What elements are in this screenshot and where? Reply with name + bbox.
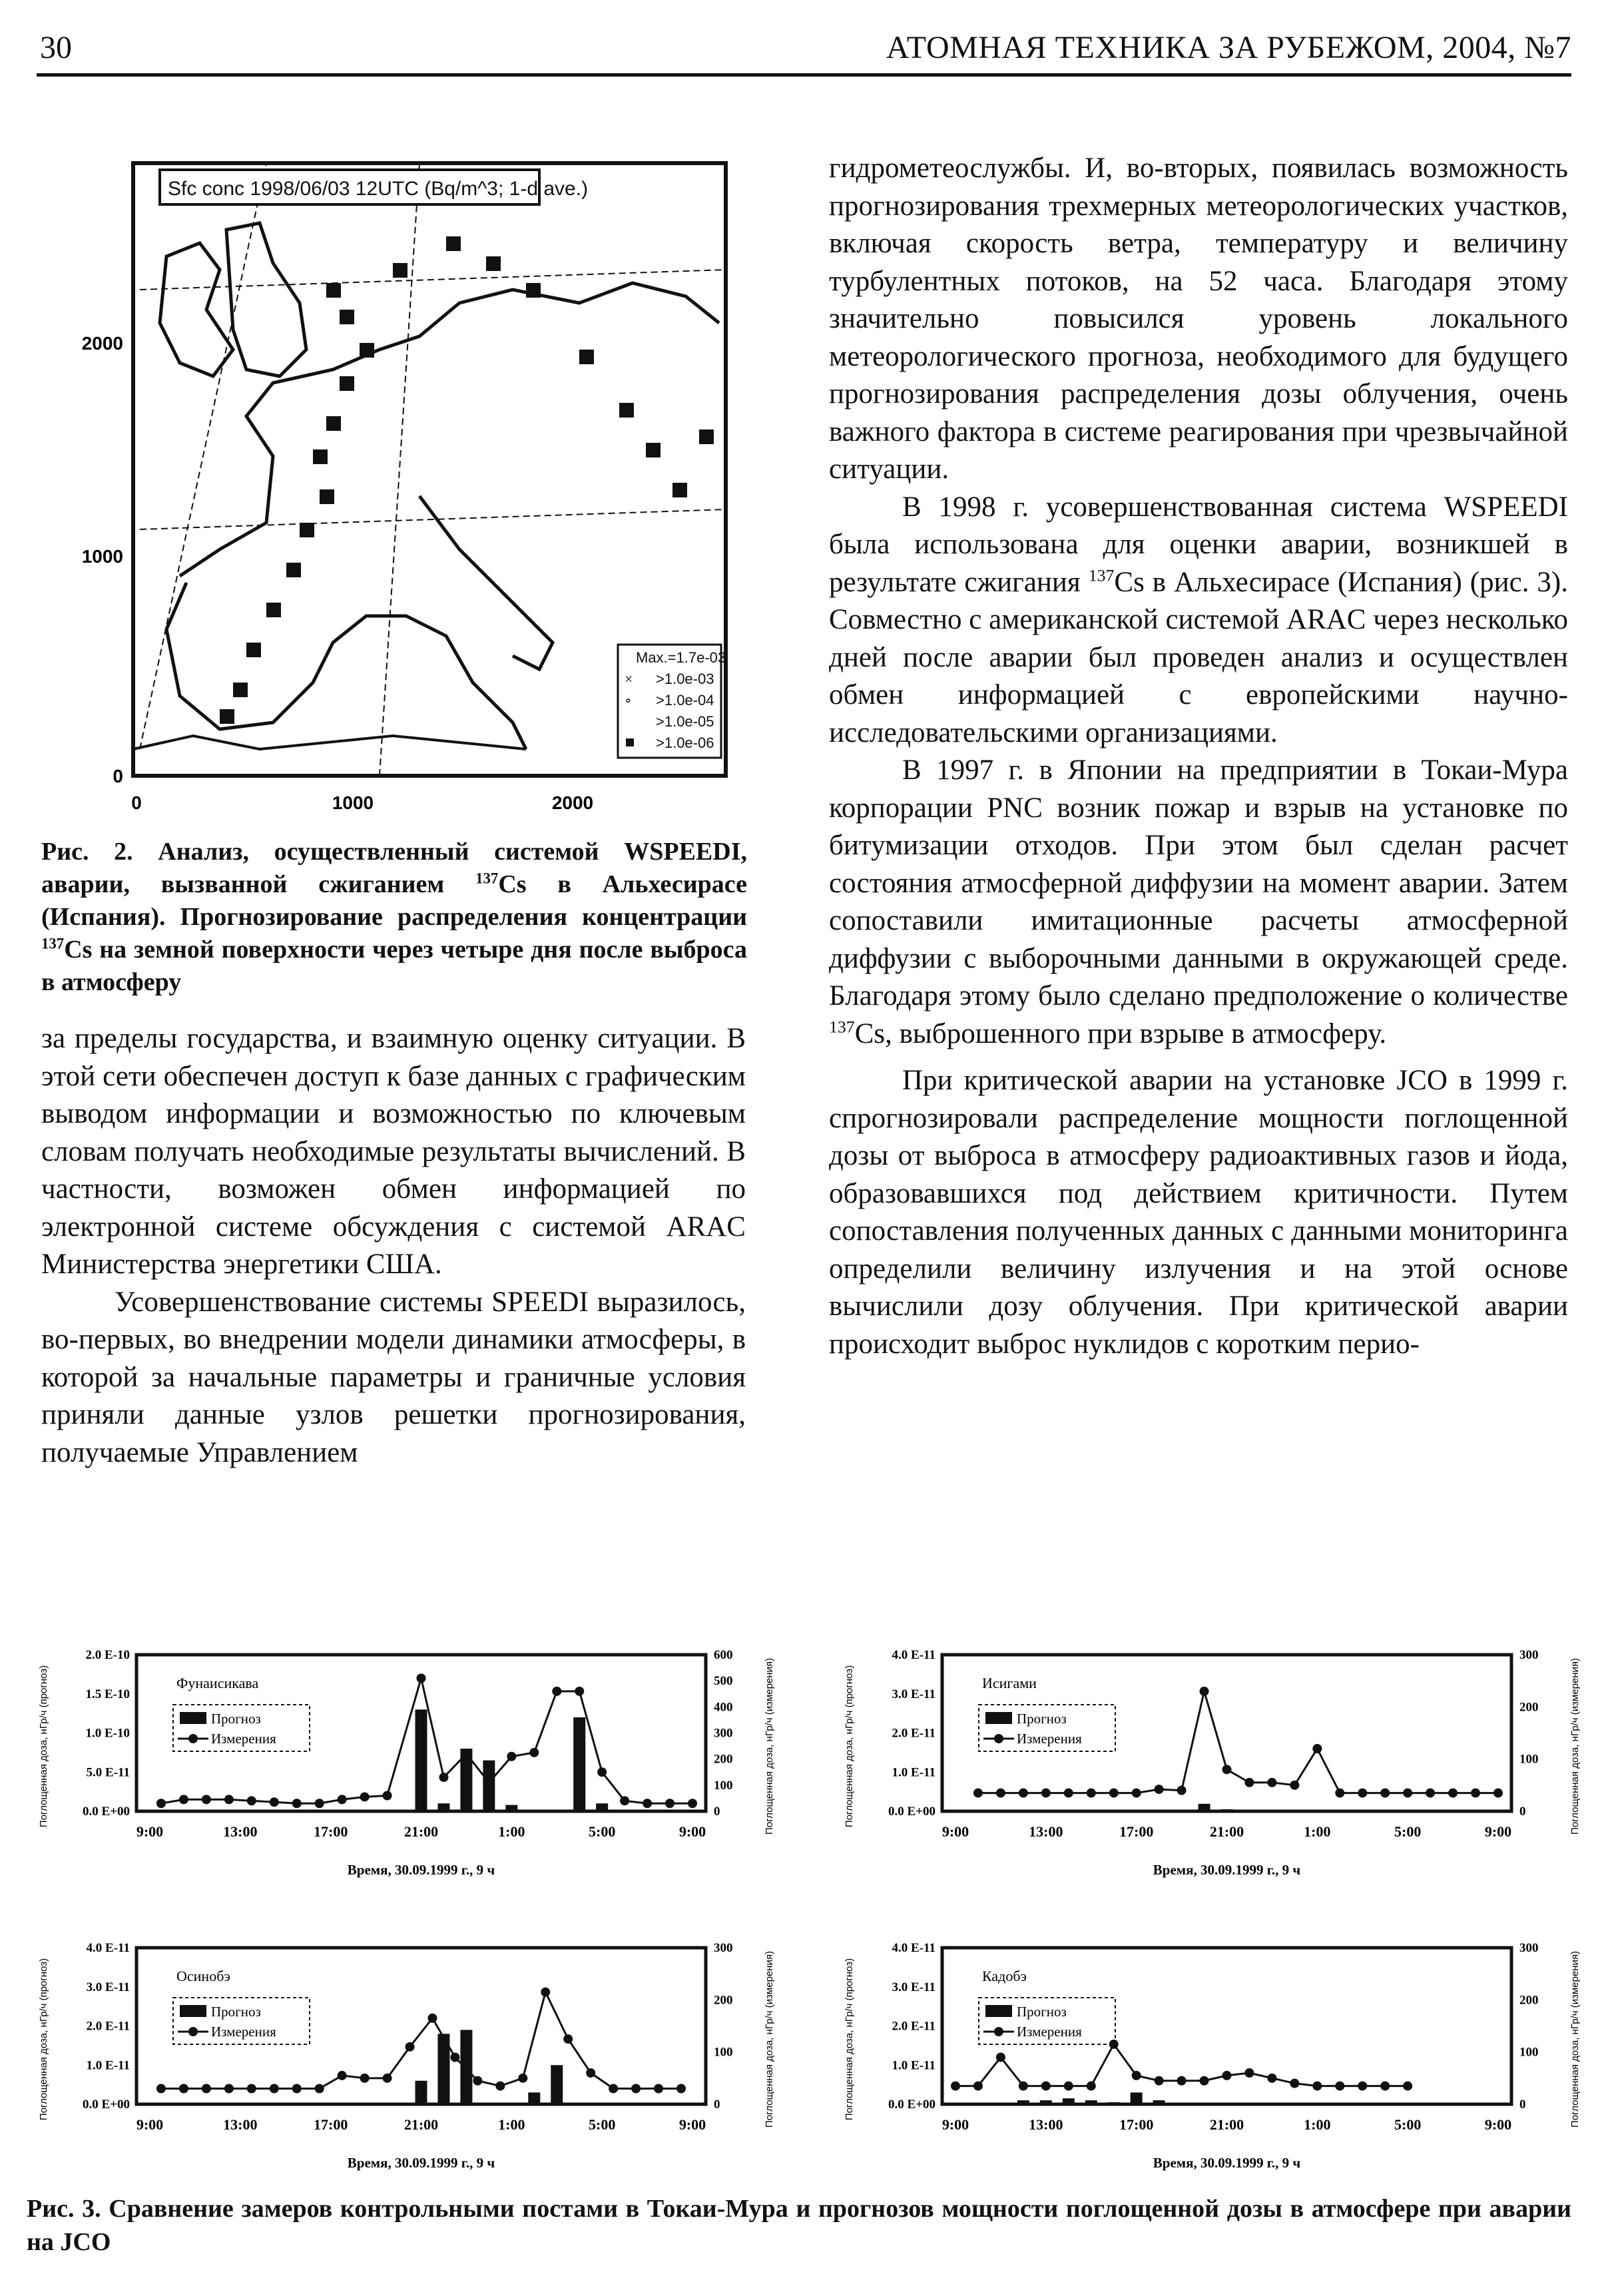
legend-label: Измерения bbox=[1017, 2024, 1082, 2040]
forecast-bar bbox=[505, 1805, 517, 1811]
forecast-bar bbox=[415, 1709, 427, 1811]
isotope-superscript: 137 bbox=[1088, 565, 1115, 585]
chart-legend bbox=[173, 1998, 310, 2044]
y-left-tick-label: 1.0 E-10 bbox=[85, 1726, 130, 1741]
x-tick-label: 21:00 bbox=[1209, 1823, 1244, 1840]
graticule-line bbox=[140, 163, 266, 749]
y-left-tick-label: 0.0 E+00 bbox=[83, 1805, 130, 1819]
paragraph: При критической аварии на установке JCO в 1999 г. спрогнозировали распределение мощности поглощенной дозы от выброса в атмосферу радиоактивных газов и йода, образовавшихся под действием критичности. Путем сопоставления полученных данных с данными мониторинга определили величину излучения и на этой основе вычислили дозу облучения. При критической аварии происходит выброс нуклидов с коротким перио- bbox=[829, 1065, 1568, 1360]
forecast-bar bbox=[415, 2081, 427, 2104]
y-left-tick-label: 2.0 E-11 bbox=[86, 2019, 130, 2034]
chart-legend bbox=[979, 1998, 1115, 2044]
legend-marker-icon bbox=[626, 738, 634, 746]
x-tick-label: 17:00 bbox=[314, 2116, 348, 2133]
y-right-tick-label: 200 bbox=[714, 1993, 733, 2008]
measurement-point bbox=[586, 2068, 595, 2078]
measurement-point bbox=[1087, 2082, 1096, 2091]
y-right-tick-label: 100 bbox=[1519, 1752, 1539, 1767]
measurement-point bbox=[518, 2074, 527, 2083]
measurement-point bbox=[202, 1795, 211, 1804]
measurement-point bbox=[563, 2034, 573, 2044]
measurement-point bbox=[1200, 2076, 1209, 2086]
y-left-axis-label: Поглощенная доза, нГр/ч (прогноз) bbox=[38, 1958, 49, 2121]
measurement-point bbox=[292, 1799, 302, 1808]
measurement-point bbox=[1177, 2076, 1187, 2086]
caption-text: Cs на земной поверхности через четыре дня после выброса в атмосферу bbox=[41, 936, 747, 996]
y-left-tick-label: 4.0 E-11 bbox=[892, 1648, 935, 1662]
y-left-tick-label: 0.0 E+00 bbox=[888, 1805, 935, 1819]
measurement-point bbox=[654, 2084, 663, 2094]
forecast-bar bbox=[573, 1717, 585, 1811]
measurement-point bbox=[1335, 1789, 1344, 1798]
y-left-tick-label: 0.0 E+00 bbox=[888, 2098, 935, 2112]
y-right-tick-label: 0 bbox=[714, 2098, 720, 2112]
paragraph bbox=[829, 489, 1568, 752]
measurement-point bbox=[1290, 1781, 1299, 1790]
measurement-point bbox=[1087, 1789, 1096, 1798]
measurement-point bbox=[996, 2053, 1005, 2062]
x-tick-label: 17:00 bbox=[1119, 1823, 1154, 1840]
y-right-tick-label: 400 bbox=[714, 1700, 733, 1715]
paragraph: за пределы государства, и взаимную оценку ситуации. В этой сети обеспечен доступ к базе данных с графическим выводом информации и возможностью по ключевым словам получать необходимые результаты вычислений. В частности, возможен обмен информацией по электронной системе обсуждения с системой ARAC Министерства энергетики США. bbox=[41, 1023, 746, 1280]
y-right-tick-label: 300 bbox=[714, 1726, 733, 1741]
legend-bar-swatch-icon bbox=[985, 2005, 1012, 2017]
figure-2-map bbox=[47, 150, 739, 829]
measurement-point bbox=[552, 1687, 561, 1696]
measurement-point bbox=[270, 1797, 279, 1807]
caption-text: Cs в Альхесирасе (Испания). Прогнозирование распределения концентрации bbox=[41, 870, 747, 931]
forecast-bar bbox=[1063, 2098, 1075, 2104]
measurement-point bbox=[179, 2084, 188, 2094]
map-y-tick: 0 bbox=[113, 766, 123, 786]
measurement-point bbox=[224, 2084, 234, 2094]
isotope-superscript: 137 bbox=[475, 870, 499, 887]
figure-3-caption: Рис. 3. Сравнение замеров контрольными постами в Токаи-Мура и прогнозов мощности поглощенной дозы в атмосфере при аварии на JCO bbox=[27, 2195, 1571, 2256]
forecast-bar bbox=[1085, 2100, 1097, 2104]
x-tick-label: 5:00 bbox=[1394, 1823, 1422, 1840]
measurement-point bbox=[1290, 2079, 1299, 2088]
measurement-point bbox=[473, 2076, 482, 2086]
map-x-tick: 2000 bbox=[551, 792, 594, 813]
measurement-point bbox=[1041, 1789, 1051, 1798]
concentration-map bbox=[47, 150, 739, 829]
legend-label: Прогноз bbox=[1017, 1711, 1067, 1727]
legend-label: Измерения bbox=[211, 2024, 276, 2040]
legend-marker-icon bbox=[994, 2027, 1003, 2036]
legend-max: Max.=1.7e-03 bbox=[636, 649, 726, 666]
measurement-point bbox=[1493, 1789, 1503, 1798]
measurement-point bbox=[1109, 2040, 1119, 2049]
measurement-point bbox=[1244, 2068, 1254, 2078]
x-axis-label: Время, 30.09.1999 г., 9 ч bbox=[347, 2155, 495, 2171]
measurement-point bbox=[247, 1796, 256, 1805]
station-name: Фунаисикава bbox=[176, 1675, 259, 1691]
measurement-point bbox=[417, 1673, 426, 1683]
measurement-point bbox=[156, 1799, 166, 1808]
forecast-bar bbox=[528, 2092, 540, 2104]
y-right-tick-label: 100 bbox=[714, 2045, 733, 2060]
y-left-tick-label: 3.0 E-11 bbox=[892, 1687, 935, 1701]
y-left-tick-label: 1.0 E-11 bbox=[86, 2058, 130, 2073]
measurement-point bbox=[1380, 1789, 1390, 1798]
measurement-point bbox=[1019, 2082, 1028, 2091]
legend-bar-swatch-icon bbox=[985, 1712, 1012, 1724]
measurement-point bbox=[179, 1795, 188, 1804]
forecast-bar bbox=[596, 1803, 608, 1811]
x-axis-label: Время, 30.09.1999 г., 9 ч bbox=[1153, 1862, 1301, 1878]
y-left-tick-label: 4.0 E-11 bbox=[86, 1941, 130, 1955]
y-left-tick-label: 2.0 E-10 bbox=[85, 1648, 130, 1662]
coastline-continent bbox=[180, 283, 719, 576]
measurement-point bbox=[360, 2074, 370, 2083]
measurement-point bbox=[156, 2084, 166, 2094]
x-tick-label: 9:00 bbox=[136, 2116, 164, 2133]
x-tick-label: 9:00 bbox=[678, 2116, 706, 2133]
y-right-axis-label: Поглощенная доза, нГр/ч (измерения) bbox=[764, 1657, 775, 1835]
y-right-tick-label: 300 bbox=[1519, 1648, 1539, 1662]
forecast-bar bbox=[1131, 2092, 1143, 2104]
y-right-tick-label: 300 bbox=[714, 1941, 733, 1955]
measurement-point bbox=[1200, 1687, 1209, 1696]
measurement-point bbox=[1244, 1778, 1254, 1787]
y-left-axis-label: Поглощенная доза, нГр/ч (прогноз) bbox=[844, 1958, 855, 2121]
x-tick-label: 13:00 bbox=[1029, 2116, 1063, 2133]
measurement-point bbox=[292, 2084, 302, 2094]
measurement-point bbox=[1403, 1789, 1412, 1798]
measurement-point bbox=[529, 1748, 539, 1757]
forecast-bar bbox=[1017, 2100, 1029, 2104]
x-tick-label: 5:00 bbox=[589, 1823, 616, 1840]
measurement-point bbox=[202, 2084, 211, 2094]
measurement-point bbox=[1358, 1789, 1367, 1798]
y-left-tick-label: 1.5 E-10 bbox=[85, 1687, 130, 1701]
measurement-point bbox=[495, 2082, 505, 2091]
x-axis-label: Время, 30.09.1999 г., 9 ч bbox=[347, 1862, 495, 1878]
forecast-bar bbox=[1198, 1804, 1210, 1811]
measurement-point bbox=[247, 2084, 256, 2094]
y-left-tick-label: 3.0 E-11 bbox=[86, 1980, 130, 1994]
measurement-point bbox=[1471, 1789, 1480, 1798]
y-left-axis-label: Поглощенная доза, нГр/ч (прогноз) bbox=[844, 1665, 855, 1828]
y-left-tick-label: 1.0 E-11 bbox=[892, 1765, 935, 1780]
measurement-point bbox=[439, 1773, 448, 1782]
measurement-point bbox=[1064, 2082, 1073, 2091]
measurement-point bbox=[597, 1767, 607, 1777]
measurement-point bbox=[405, 2042, 415, 2052]
isotope-superscript: 137 bbox=[41, 935, 65, 952]
x-tick-label: 9:00 bbox=[678, 1823, 706, 1840]
forecast-bar bbox=[551, 2065, 563, 2104]
y-right-tick-label: 0 bbox=[714, 1805, 720, 1819]
legend-marker-icon bbox=[188, 2027, 198, 2036]
station-name: Исигами bbox=[982, 1675, 1037, 1691]
measurement-point bbox=[1222, 1765, 1232, 1774]
measurement-point bbox=[1403, 2082, 1412, 2091]
measurement-point bbox=[1064, 1789, 1073, 1798]
station-name: Осинобэ bbox=[176, 1968, 230, 1984]
coastline-iberia-med bbox=[166, 583, 526, 749]
paragraph bbox=[829, 752, 1568, 1053]
chart-legend bbox=[979, 1705, 1115, 1751]
legend-bar-swatch-icon bbox=[180, 1712, 206, 1724]
legend-marker-icon bbox=[188, 1734, 198, 1743]
chart-svg bbox=[27, 1911, 806, 2177]
map-y-tick: 2000 bbox=[81, 333, 123, 354]
chart-oshinobe bbox=[27, 1911, 806, 2177]
measurement-point bbox=[973, 2082, 983, 2091]
right-column bbox=[829, 150, 1568, 1363]
chart-svg bbox=[832, 1618, 1598, 1884]
measurement-point bbox=[1335, 2082, 1344, 2091]
y-left-axis-label: Поглощенная доза, нГр/ч (прогноз) bbox=[38, 1665, 49, 1828]
x-tick-label: 9:00 bbox=[941, 1823, 969, 1840]
measurement-point bbox=[1222, 2071, 1232, 2080]
map-x-tick: 0 bbox=[131, 792, 142, 813]
y-right-tick-label: 600 bbox=[714, 1648, 733, 1662]
measurement-point bbox=[507, 1752, 516, 1761]
measurement-point bbox=[1312, 2082, 1322, 2091]
measurement-point bbox=[1380, 2082, 1390, 2091]
measurement-point bbox=[427, 2014, 437, 2023]
measurement-point bbox=[1109, 1789, 1119, 1798]
y-left-tick-label: 5.0 E-11 bbox=[86, 1765, 130, 1780]
paragraph: гидрометеослужбы. И, во-вторых, появилась возможность прогнозирования трехмерных метеорологических участков, включая скорость ветра, температуру и величину турбулентных потоков, на 52 часа. Благодаря этому значительно повысился уровень локального метеорологического прогноза, необходимого для будущего прогнозирования распределения дозы облучения, очень важного фактора в системе реагирования при чрезвычайной ситуации. bbox=[829, 152, 1568, 485]
caption-text: Рис. 2. Анализ, осуществленный системой WSPEEDI, аварии, вызванной сжиганием bbox=[41, 838, 747, 898]
y-right-tick-label: 300 bbox=[1519, 1941, 1539, 1955]
x-tick-label: 1:00 bbox=[1304, 2116, 1331, 2133]
left-column bbox=[41, 1020, 746, 1472]
x-tick-label: 13:00 bbox=[223, 2116, 258, 2133]
legend-label: Прогноз bbox=[1017, 2004, 1067, 2020]
text-run: Cs, выброшенного при взрыве в атмосферу. bbox=[854, 1017, 1387, 1049]
map-title: Sfc conc 1998/06/03 12UTC (Bq/m^3; 1-d ave.) bbox=[168, 178, 589, 200]
legend-label: Измерения bbox=[211, 1731, 276, 1747]
y-right-axis-label: Поглощенная доза, нГр/ч (измерения) bbox=[764, 1950, 775, 2128]
measurement-point bbox=[484, 1778, 493, 1787]
chart-funaishikawa bbox=[27, 1618, 806, 1884]
x-tick-label: 13:00 bbox=[223, 1823, 258, 1840]
y-right-axis-label: Поглощенная доза, нГр/ч (измерения) bbox=[1569, 1950, 1581, 2128]
measurement-point bbox=[665, 1799, 674, 1808]
y-right-tick-label: 100 bbox=[714, 1778, 733, 1793]
measurement-point bbox=[450, 2053, 459, 2062]
x-tick-label: 21:00 bbox=[403, 2116, 439, 2133]
forecast-bar bbox=[1040, 2100, 1052, 2104]
x-tick-label: 1:00 bbox=[498, 2116, 525, 2133]
legend-label: Измерения bbox=[1017, 1731, 1082, 1747]
legend-level: >1.0e-05 bbox=[656, 713, 714, 730]
measurement-point bbox=[609, 2084, 618, 2094]
forecast-bar bbox=[437, 1803, 449, 1811]
forecast-bar bbox=[460, 2030, 472, 2104]
y-right-tick-label: 200 bbox=[714, 1752, 733, 1767]
measurement-point bbox=[360, 1792, 370, 1801]
legend-marker-icon: ∘ bbox=[625, 692, 632, 709]
measurement-point bbox=[383, 1791, 392, 1801]
measurement-point bbox=[1448, 1789, 1458, 1798]
x-tick-label: 1:00 bbox=[498, 1823, 525, 1840]
measurement-point bbox=[338, 1795, 347, 1804]
measurement-point bbox=[688, 1799, 697, 1808]
y-right-tick-label: 0 bbox=[1519, 1805, 1526, 1819]
forecast-bar bbox=[1153, 2100, 1165, 2104]
forecast-bar bbox=[1108, 2102, 1120, 2104]
chart-svg bbox=[27, 1618, 806, 1884]
measurement-point bbox=[1019, 1789, 1028, 1798]
map-y-tick: 1000 bbox=[81, 546, 123, 567]
measurement-point bbox=[973, 1789, 983, 1798]
measurement-point bbox=[676, 2084, 686, 2094]
y-left-tick-label: 1.0 E-11 bbox=[892, 2058, 935, 2073]
measurement-point bbox=[643, 1799, 652, 1808]
y-right-tick-label: 100 bbox=[1519, 2045, 1539, 2060]
legend-level: >1.0e-03 bbox=[656, 671, 714, 687]
x-tick-label: 13:00 bbox=[1029, 1823, 1063, 1840]
measurement-point bbox=[315, 1799, 324, 1808]
text-run: Cs в Альхесирасе (Испания) (рис. 3). Совместно с американской системой ARAC через несколько дней после аварии был проведен анализ и осуществлен обмен информацией с европейскими научно-исследовательскими организациями. bbox=[829, 566, 1568, 748]
x-tick-label: 5:00 bbox=[589, 2116, 616, 2133]
isotope-superscript: 137 bbox=[829, 1017, 855, 1037]
y-right-tick-label: 0 bbox=[1519, 2098, 1526, 2112]
measurement-point bbox=[1155, 1785, 1164, 1794]
chart-svg bbox=[832, 1911, 1598, 2177]
y-right-tick-label: 200 bbox=[1519, 1993, 1539, 2008]
legend-level: >1.0e-06 bbox=[656, 734, 714, 751]
y-left-tick-label: 3.0 E-11 bbox=[892, 1980, 935, 1994]
legend-marker-icon: × bbox=[625, 671, 633, 687]
y-right-tick-label: 500 bbox=[714, 1674, 733, 1689]
x-tick-label: 21:00 bbox=[403, 1823, 439, 1840]
measurement-point bbox=[270, 2084, 279, 2094]
text-run: В 1998 г. усовершенствованная система WSPEEDI была использована для оценки аварии, возникшей в результате сжигания bbox=[829, 491, 1568, 598]
measurement-point bbox=[315, 2084, 324, 2094]
forecast-bar bbox=[1221, 1809, 1233, 1811]
x-tick-label: 9:00 bbox=[941, 2116, 969, 2133]
map-legend bbox=[618, 645, 726, 758]
station-name: Кадобэ bbox=[982, 1968, 1027, 1984]
x-tick-label: 17:00 bbox=[1119, 2116, 1154, 2133]
coastline-britain bbox=[226, 223, 306, 376]
text-run: В 1997 г. в Японии на предприятии в Токаи-Мура корпорации PNC возник пожар и взрыв на установке по битумизации отходов. При этом был сделан расчет состояния атмосферной диффузии на момент аварии. Затем сопоставили имитационные расчеты атмосферной диффузии с выборочными данными в окружающей среде. Благодаря этому было сделано предположение о количестве bbox=[829, 754, 1568, 1011]
y-left-tick-label: 2.0 E-11 bbox=[892, 1726, 935, 1741]
x-tick-label: 9:00 bbox=[1484, 1823, 1512, 1840]
y-left-tick-label: 2.0 E-11 bbox=[892, 2019, 935, 2034]
coastline-ireland bbox=[160, 243, 233, 376]
x-axis-label: Время, 30.09.1999 г., 9 ч bbox=[1153, 2155, 1301, 2171]
paragraph: Усовершенствование системы SPEEDI выразилось, во-первых, во внедрении модели динамики атмосферы, в которой за начальные параметры и граничные условия приняли данные узлов решетки прогнозирования, получаемые Управлением bbox=[41, 1286, 746, 1468]
chart-legend bbox=[173, 1705, 310, 1751]
measurement-point bbox=[1267, 2074, 1276, 2083]
x-tick-label: 17:00 bbox=[314, 1823, 348, 1840]
measurement-point bbox=[1041, 2082, 1051, 2091]
measurement-point bbox=[1132, 2071, 1141, 2080]
legend-label: Прогноз bbox=[211, 1711, 261, 1727]
measurement-point bbox=[1177, 1786, 1187, 1795]
measurement-point bbox=[224, 1795, 234, 1804]
measurement-point bbox=[1267, 1778, 1276, 1787]
figure-2-caption bbox=[41, 836, 747, 999]
measurement-point bbox=[631, 2084, 641, 2094]
chart-kadobe bbox=[832, 1911, 1598, 2177]
coastline-africa bbox=[133, 736, 526, 749]
measurement-point bbox=[951, 2082, 960, 2091]
map-x-tick: 1000 bbox=[332, 792, 374, 813]
x-tick-label: 9:00 bbox=[1484, 2116, 1512, 2133]
measurement-point bbox=[383, 2074, 392, 2083]
measurement-point bbox=[620, 1796, 629, 1805]
y-right-tick-label: 200 bbox=[1519, 1700, 1539, 1715]
x-tick-label: 1:00 bbox=[1304, 1823, 1331, 1840]
y-left-tick-label: 4.0 E-11 bbox=[892, 1941, 935, 1955]
measurement-point bbox=[461, 1749, 471, 1759]
legend-bar-swatch-icon bbox=[180, 2005, 206, 2017]
x-tick-label: 5:00 bbox=[1394, 2116, 1422, 2133]
legend-label: Прогноз bbox=[211, 2004, 261, 2020]
legend-marker-icon bbox=[994, 1734, 1003, 1743]
measurement-point bbox=[541, 1988, 550, 1997]
coastline-italy bbox=[419, 496, 553, 669]
x-tick-label: 21:00 bbox=[1209, 2116, 1244, 2133]
running-header bbox=[37, 27, 1571, 77]
page-number: 30 bbox=[40, 30, 72, 65]
measurement-point bbox=[1155, 2076, 1164, 2086]
measurement-point bbox=[1132, 1789, 1141, 1798]
measurement-point bbox=[1358, 2082, 1367, 2091]
measurement-point bbox=[1426, 1789, 1435, 1798]
y-right-axis-label: Поглощенная доза, нГр/ч (измерения) bbox=[1569, 1657, 1581, 1835]
journal-title: АТОМНАЯ ТЕХНИКА ЗА РУБЕЖОМ, 2004, №7 bbox=[886, 30, 1571, 65]
chart-ishigami bbox=[832, 1618, 1598, 1884]
x-tick-label: 9:00 bbox=[136, 1823, 164, 1840]
measurement-point bbox=[996, 1789, 1005, 1798]
legend-level: >1.0e-04 bbox=[656, 692, 714, 709]
measurement-point bbox=[1312, 1744, 1322, 1753]
measurement-point bbox=[338, 2071, 347, 2080]
measurement-point bbox=[575, 1687, 584, 1696]
y-left-tick-label: 0.0 E+00 bbox=[83, 2098, 130, 2112]
graticule-line bbox=[380, 163, 419, 776]
